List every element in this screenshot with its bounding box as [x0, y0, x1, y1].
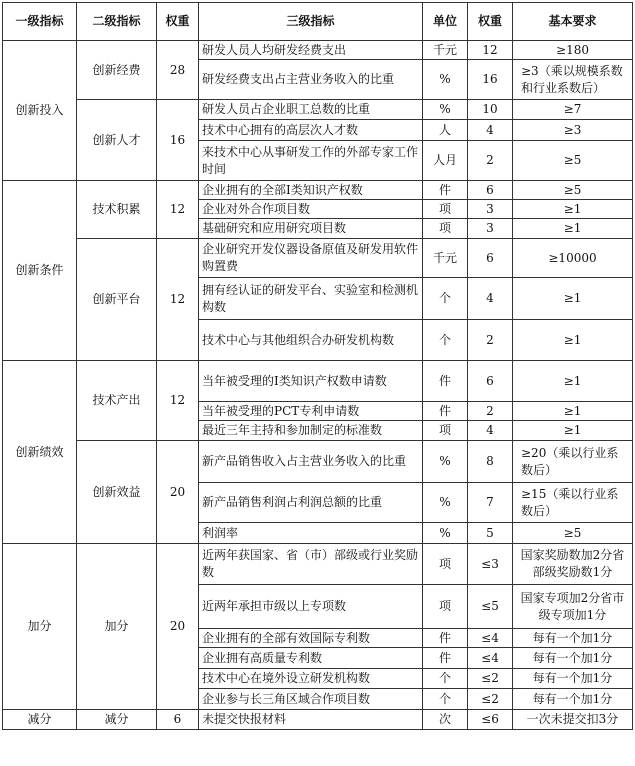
- requirement-cell: 每有一个加1分: [513, 669, 633, 689]
- unit-cell: %: [423, 100, 468, 120]
- weight-cell: 20: [157, 544, 199, 710]
- unit-cell: 次: [423, 710, 468, 730]
- table-row: [3, 544, 633, 585]
- level3-cell: 基础研究和应用研究项目数: [199, 219, 423, 239]
- unit-cell: 个: [423, 278, 468, 320]
- header-level3: 三级指标: [199, 3, 423, 41]
- unit-cell: 项: [423, 200, 468, 219]
- level1-cell: 创新绩效: [3, 361, 77, 544]
- weight-cell: 28: [157, 41, 199, 100]
- requirement-cell: 每有一个加1分: [513, 629, 633, 648]
- unit-cell: 项: [423, 585, 468, 629]
- requirement-cell: ≥180: [513, 41, 633, 60]
- level3-cell: 新产品销售利润占利润总额的比重: [199, 483, 423, 523]
- subweight-cell: ≤4: [468, 648, 513, 669]
- level3-cell: 企业拥有的全部Ⅰ类知识产权数: [199, 181, 423, 200]
- table-row: [3, 181, 633, 200]
- level3-cell: 当年被受理的Ⅰ类知识产权数申请数: [199, 361, 423, 402]
- level3-cell: 最近三年主持和参加制定的标准数: [199, 421, 423, 441]
- level3-cell: 新产品销售收入占主营业务收入的比重: [199, 441, 423, 483]
- level3-cell: 技术中心在境外设立研发机构数: [199, 669, 423, 689]
- requirement-cell: ≥5: [513, 181, 633, 200]
- unit-cell: 项: [423, 544, 468, 585]
- requirement-cell: ≥1: [513, 320, 633, 361]
- weight-cell: 16: [157, 100, 199, 181]
- requirement-cell: ≥10000: [513, 239, 633, 278]
- subweight-cell: 7: [468, 483, 513, 523]
- requirement-cell: 每有一个加1分: [513, 648, 633, 669]
- subweight-cell: 3: [468, 200, 513, 219]
- unit-cell: 千元: [423, 41, 468, 60]
- table-row: [3, 441, 633, 483]
- requirement-cell: ≥1: [513, 200, 633, 219]
- unit-cell: 人: [423, 120, 468, 141]
- level2-cell: 创新平台: [77, 239, 157, 361]
- level3-cell: 研发人员占企业职工总数的比重: [199, 100, 423, 120]
- requirement-cell: ≥1: [513, 278, 633, 320]
- table-row: [3, 41, 633, 60]
- unit-cell: %: [423, 60, 468, 100]
- level1-cell: 创新条件: [3, 181, 77, 361]
- subweight-cell: 4: [468, 421, 513, 441]
- subweight-cell: 6: [468, 181, 513, 200]
- subweight-cell: ≤5: [468, 585, 513, 629]
- subweight-cell: ≤3: [468, 544, 513, 585]
- requirement-cell: 每有一个加1分: [513, 689, 633, 710]
- unit-cell: 项: [423, 219, 468, 239]
- header-row: [3, 3, 633, 41]
- subweight-cell: ≤4: [468, 629, 513, 648]
- subweight-cell: 2: [468, 141, 513, 181]
- level3-cell: 利润率: [199, 523, 423, 544]
- requirement-cell: 国家奖励数加2分省部级奖励数1分: [513, 544, 633, 585]
- indicator-table: [2, 2, 633, 730]
- header-weight: 权重: [157, 3, 199, 41]
- weight-cell: 12: [157, 181, 199, 239]
- requirement-cell: ≥1: [513, 361, 633, 402]
- requirement-cell: ≥5: [513, 523, 633, 544]
- unit-cell: 项: [423, 421, 468, 441]
- subweight-cell: 4: [468, 278, 513, 320]
- unit-cell: 件: [423, 361, 468, 402]
- level2-cell: 技术产出: [77, 361, 157, 441]
- weight-cell: 12: [157, 361, 199, 441]
- requirement-cell: ≥3: [513, 120, 633, 141]
- level3-cell: 研发经费支出占主营业务收入的比重: [199, 60, 423, 100]
- subweight-cell: 10: [468, 100, 513, 120]
- level1-cell: 创新投入: [3, 41, 77, 181]
- level3-cell: 近两年承担市级以上专项数: [199, 585, 423, 629]
- requirement-cell: ≥20（乘以行业系数后）: [513, 441, 633, 483]
- level2-cell: 创新人才: [77, 100, 157, 181]
- level2-cell: 加分: [77, 544, 157, 710]
- header-level1: 一级指标: [3, 3, 77, 41]
- subweight-cell: ≤6: [468, 710, 513, 730]
- level3-cell: 企业参与长三角区域合作项目数: [199, 689, 423, 710]
- requirement-cell: ≥15（乘以行业系数后）: [513, 483, 633, 523]
- subweight-cell: 12: [468, 41, 513, 60]
- table-row: [3, 710, 633, 730]
- subweight-cell: 5: [468, 523, 513, 544]
- requirement-cell: ≥7: [513, 100, 633, 120]
- level3-cell: 技术中心与其他组织合办研发机构数: [199, 320, 423, 361]
- subweight-cell: 2: [468, 320, 513, 361]
- level2-cell: 创新效益: [77, 441, 157, 544]
- level3-cell: 来技术中心从事研发工作的外部专家工作时间: [199, 141, 423, 181]
- subweight-cell: ≤2: [468, 669, 513, 689]
- header-requirement: 基本要求: [513, 3, 633, 41]
- requirement-cell: 一次未提交扣3分: [513, 710, 633, 730]
- level3-cell: 当年被受理的PCT专利申请数: [199, 402, 423, 421]
- subweight-cell: 6: [468, 239, 513, 278]
- unit-cell: 件: [423, 402, 468, 421]
- level3-cell: 近两年获国家、省（市）部级或行业奖励数: [199, 544, 423, 585]
- unit-cell: %: [423, 483, 468, 523]
- level1-cell: 加分: [3, 544, 77, 710]
- subweight-cell: 6: [468, 361, 513, 402]
- unit-cell: 件: [423, 181, 468, 200]
- level1-cell: 减分: [3, 710, 77, 730]
- header-unit: 单位: [423, 3, 468, 41]
- unit-cell: 个: [423, 689, 468, 710]
- level3-cell: 研发人员人均研发经费支出: [199, 41, 423, 60]
- subweight-cell: 3: [468, 219, 513, 239]
- unit-cell: 千元: [423, 239, 468, 278]
- weight-cell: 6: [157, 710, 199, 730]
- level2-cell: 创新经费: [77, 41, 157, 100]
- level2-cell: 技术积累: [77, 181, 157, 239]
- requirement-cell: 国家专项加2分省市级专项加1分: [513, 585, 633, 629]
- level3-cell: 企业拥有高质量专利数: [199, 648, 423, 669]
- level3-cell: 未提交快报材料: [199, 710, 423, 730]
- unit-cell: 个: [423, 320, 468, 361]
- weight-cell: 20: [157, 441, 199, 544]
- table-row: [3, 361, 633, 402]
- level2-cell: 减分: [77, 710, 157, 730]
- unit-cell: %: [423, 523, 468, 544]
- table-row: [3, 239, 633, 278]
- unit-cell: 人月: [423, 141, 468, 181]
- subweight-cell: 2: [468, 402, 513, 421]
- requirement-cell: ≥1: [513, 402, 633, 421]
- subweight-cell: 16: [468, 60, 513, 100]
- header-level2: 二级指标: [77, 3, 157, 41]
- subweight-cell: 8: [468, 441, 513, 483]
- table-row: [3, 100, 633, 120]
- unit-cell: 个: [423, 669, 468, 689]
- unit-cell: %: [423, 441, 468, 483]
- subweight-cell: 4: [468, 120, 513, 141]
- unit-cell: 件: [423, 648, 468, 669]
- requirement-cell: ≥1: [513, 421, 633, 441]
- level3-cell: 企业研究开发仪器设备原值及研发用软件购置费: [199, 239, 423, 278]
- subweight-cell: ≤2: [468, 689, 513, 710]
- level3-cell: 企业对外合作项目数: [199, 200, 423, 219]
- weight-cell: 12: [157, 239, 199, 361]
- header-subweight: 权重: [468, 3, 513, 41]
- requirement-cell: ≥1: [513, 219, 633, 239]
- level3-cell: 拥有经认证的研发平台、实验室和检测机构数: [199, 278, 423, 320]
- requirement-cell: ≥5: [513, 141, 633, 181]
- level3-cell: 企业拥有的全部有效国际专利数: [199, 629, 423, 648]
- requirement-cell: ≥3（乘以规模系数和行业系数后）: [513, 60, 633, 100]
- level3-cell: 技术中心拥有的高层次人才数: [199, 120, 423, 141]
- unit-cell: 件: [423, 629, 468, 648]
